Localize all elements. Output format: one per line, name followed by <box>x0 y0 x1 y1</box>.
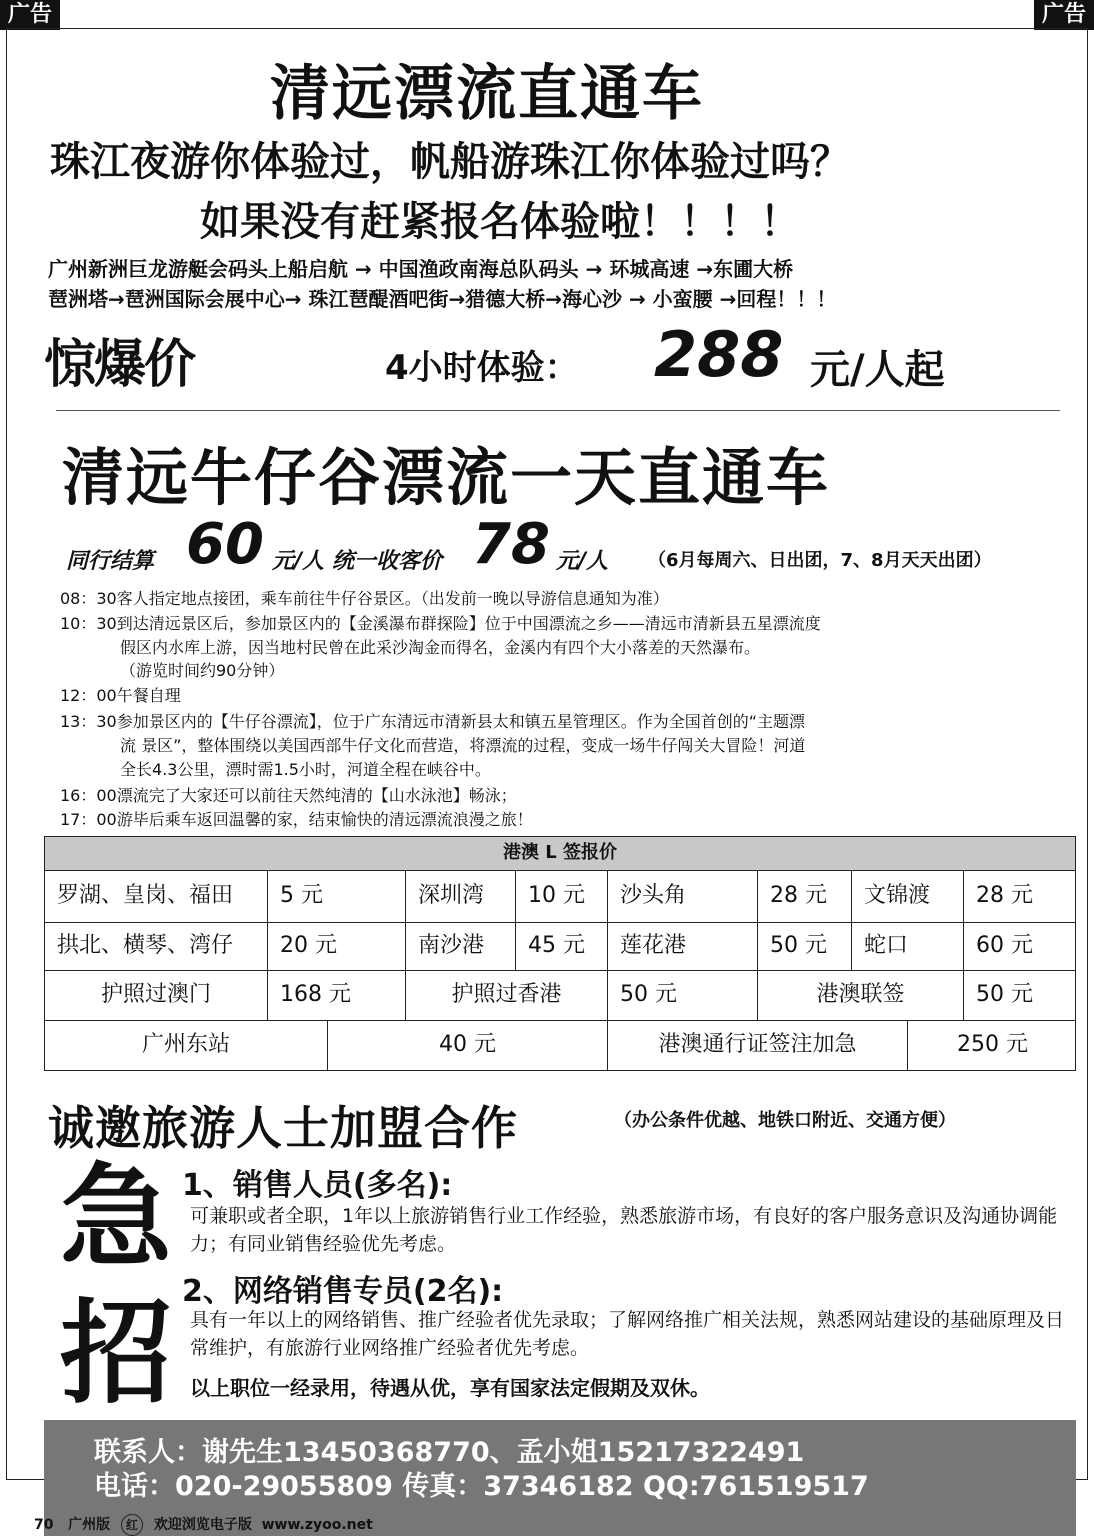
urgent-char-2: 招 <box>60 1289 172 1419</box>
section-divider <box>56 410 1060 411</box>
duration-label: 4小时体验： <box>385 348 579 388</box>
table-cell: 50 元 <box>757 923 851 970</box>
table-cell: 28 元 <box>757 871 851 922</box>
recruit-title: 诚邀旅游人士加盟合作 <box>48 1101 518 1155</box>
itinerary-item: 10：30到达清远景区后，参加景区内的【金溪瀑布群探险】位于中国漂流之乡——清远市清新县五星漂流度 <box>60 614 821 633</box>
page-footer <box>34 1514 373 1536</box>
tour-price: 288 <box>654 318 784 391</box>
peer-price: 60 <box>186 512 264 577</box>
unified-price-unit: 元/人 <box>556 549 609 574</box>
promo-label: 惊爆价 <box>44 335 195 395</box>
itinerary-item: 16：00漂流完了大家还可以前往天然纯清的【山水泳池】畅泳； <box>60 786 517 805</box>
table-cell: 60 元 <box>963 923 1077 970</box>
contact-persons: 联系人：谢先生13450368770、孟小姐15217322491 <box>94 1437 805 1468</box>
table-cell: 28 元 <box>963 871 1077 922</box>
table-cell: 护照过香港 <box>405 971 607 1020</box>
route-line-2: 琶洲塔→琶洲国际会展中心→ 珠江琶醍酒吧街→猎德大桥→海心沙 → 小蛮腰 →回程！！！ <box>48 287 837 311</box>
table-cell: 深圳湾 <box>405 871 515 922</box>
table-cell: 蛇口 <box>851 923 963 970</box>
schedule-note: （6月每周六、日出团，7、8月天天出团） <box>648 550 992 571</box>
footer-slogan: 欢迎浏览电子版 <box>153 1517 252 1533</box>
table-cell: 港澳通行证签注加急 <box>607 1021 907 1071</box>
table-cell: 40 元 <box>327 1021 607 1071</box>
peer-price-label: 同行结算 <box>66 549 155 574</box>
table-cell: 50 元 <box>607 971 757 1020</box>
night-tour-question: 珠江夜游你体验过，帆船游珠江你体验过吗？ <box>50 138 850 185</box>
tour-price-unit: 元/人起 <box>810 347 945 393</box>
unified-price-label: 统一收客价 <box>332 549 443 574</box>
cowboy-valley-title: 清远牛仔谷漂流一天直通车 <box>62 441 831 514</box>
table-row <box>45 971 1075 1021</box>
position-desc-sales: 可兼职或者全职，1年以上旅游销售行业工作经验，熟悉旅游市场，有良好的客户服务意识及沟通协调能力；有同业销售经验优先考虑。 <box>190 1205 1058 1255</box>
table-cell: 20 元 <box>267 923 405 970</box>
table-row <box>45 1021 1075 1071</box>
table-cell: 罗湖、皇岗、福田 <box>57 883 234 908</box>
table-cell: 港澳联签 <box>757 971 963 1020</box>
table-cell: 莲花港 <box>607 923 757 970</box>
peer-price-unit: 元/人 <box>272 549 325 574</box>
itinerary-item: 17：00游毕后乘车返回温馨的家，结束愉快的清远漂流浪漫之旅！ <box>60 810 533 829</box>
urgent-char-1: 急 <box>60 1153 172 1283</box>
itinerary-item: （游览时间约90分钟） <box>120 661 285 680</box>
route-line-1: 广州新洲巨龙游艇会码头上船启航 → 中国渔政南海总队码头 → 环城高速 →东圃大桥 <box>48 257 794 281</box>
ad-tag-right: 广告 <box>1034 0 1094 30</box>
table-row <box>45 871 1075 923</box>
position-title-online-sales: 2、网络销售专员(2名): <box>182 1274 504 1309</box>
table-cell: 沙头角 <box>607 871 757 922</box>
page-number: 70 <box>34 1517 54 1533</box>
position-title-sales: 1、销售人员(多名): <box>182 1168 453 1203</box>
urgent-hiring-label <box>60 1150 172 1422</box>
visa-table-title: 港澳 L 签报价 <box>45 837 1075 871</box>
unified-price: 78 <box>472 512 550 577</box>
benefits-note: 以上职位一经录用，待遇从优，享有国家法定假期及双休。 <box>190 1376 710 1400</box>
table-cell: 广州东站 <box>141 1032 230 1057</box>
table-cell: 护照过澳门 <box>100 982 211 1007</box>
table-cell: 拱北、横琴、湾仔 <box>57 933 234 958</box>
signup-call: 如果没有赶紧报名体验啦！！！！ <box>200 198 800 245</box>
itinerary-item: 流 景区”，整体围绕以美国西部牛仔文化而营造，将漂流的过程，变成一场牛仔闯关大冒险！河道 <box>120 736 806 755</box>
ad-tag-left: 广告 <box>0 0 60 30</box>
table-cell: 168 元 <box>267 971 405 1020</box>
table-cell: 250 元 <box>907 1021 1077 1071</box>
table-row <box>45 923 1075 971</box>
brand-badge-icon: 红 <box>121 1514 143 1536</box>
table-cell: 10 元 <box>515 871 607 922</box>
table-cell: 50 元 <box>963 971 1077 1020</box>
table-cell: 南沙港 <box>405 923 515 970</box>
itinerary-item: 13：30参加景区内的【牛仔谷漂流】，位于广东清远市清新县太和镇五星管理区。作为全国首创的“主题漂 <box>60 712 806 731</box>
rafting-title: 清远漂流直通车 <box>270 59 704 129</box>
table-cell: 文锦渡 <box>851 871 963 922</box>
table-cell: 45 元 <box>515 923 607 970</box>
itinerary-item: 全长4.3公里，漂时需1.5小时，河道全程在峡谷中。 <box>120 760 491 779</box>
itinerary-item: 12：00午餐自理 <box>60 686 181 705</box>
visa-price-table <box>44 836 1076 1071</box>
itinerary-item: 08：30客人指定地点接团，乘车前往牛仔谷景区。（出发前一晚以导游信息通知为准） <box>60 589 669 608</box>
contact-phone-fax-qq: 电话：020-29055809 传真：37346182 QQ:761519517 <box>94 1471 869 1502</box>
itinerary-item: 假区内水库上游，因当地村民曾在此采沙淘金而得名，金溪内有四个大小落差的天然瀑布。 <box>120 638 761 657</box>
position-desc-online-sales: 具有一年以上的网络销售、推广经验者优先录取；了解网络推广相关法规，熟悉网站建设的基础原理及日常维护，有旅游行业网络推广经验者优先考虑。 <box>190 1309 1065 1359</box>
table-cell: 5 元 <box>267 871 405 922</box>
recruit-perks: （办公条件优越、地铁口附近、交通方便） <box>614 1110 956 1131</box>
footer-url[interactable]: www.zyoo.net <box>261 1517 373 1533</box>
edition-label: 广州版 <box>68 1517 111 1533</box>
